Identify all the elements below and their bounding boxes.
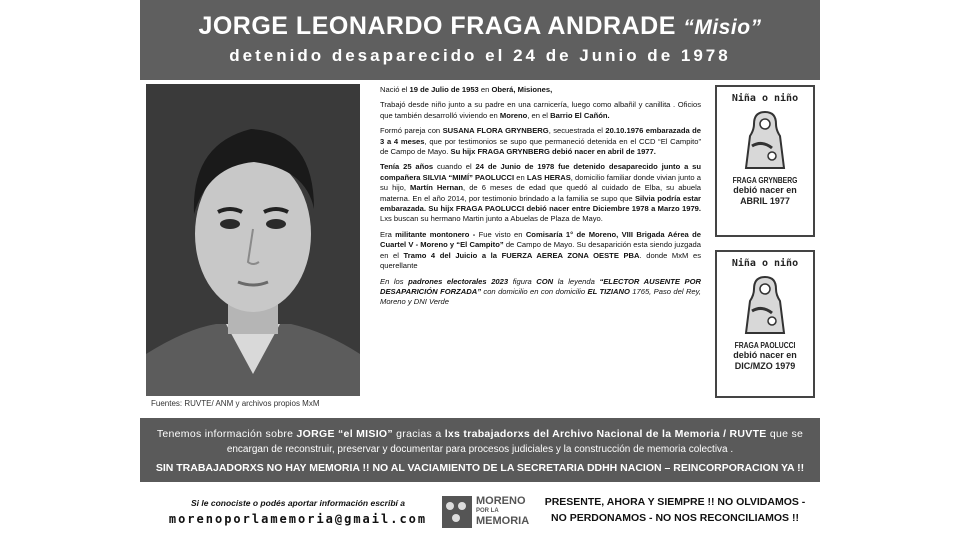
archive-thanks-band	[140, 418, 820, 482]
child-surname: FRAGA GRYNBERG	[732, 176, 798, 185]
workers-slogan: SIN TRABAJADORXS NO HAY MEMORIA !! NO AL VACIAMIENTO DE LA SECRETARIA DDHH NACION – REINCORPORACION YA !!	[155, 462, 805, 474]
disappearance-subtitle: detenido desaparecido el 24 de Junio de 1978	[229, 46, 731, 65]
photo-credit: Fuentes: RUVTE/ ANM y archivos propios MxM	[151, 399, 320, 408]
bio-paragraph: Nació el 19 de Julio de 1953 en Oberá, Misiones,	[380, 85, 553, 94]
birth-label: debió nacer en	[733, 350, 797, 360]
thanks-line-2: encargan de reconstruir, preservar y documentar para procesos judiciales y la construcción de memoria colectiva .	[226, 444, 734, 455]
contact-email[interactable]: morenoporlamemoria@gmail.com	[168, 512, 428, 526]
logo-top: MORENO	[476, 495, 526, 507]
birth-date: ABRIL 1977	[740, 196, 790, 206]
biography-text	[380, 85, 701, 313]
grandmothers-scarf-icon	[742, 110, 788, 172]
card-title: Niña o niño	[731, 258, 799, 269]
logo-wordmark	[476, 496, 529, 526]
child-card-paolucci	[715, 250, 815, 398]
child-surname: FRAGA PAOLUCCI	[734, 341, 796, 350]
slogan-line-2: NO PERDONAMOS - NO NOS RECONCILIAMOS !!	[551, 512, 799, 524]
poster	[140, 0, 820, 540]
child-card-grynberg	[715, 85, 815, 237]
contact-label: Si le conociste o podés aportar información escribí a	[191, 498, 405, 508]
logo-bottom: MEMORIA	[476, 515, 530, 527]
header-banner	[140, 0, 820, 80]
bio-paragraph: Trabajó desde niño junto a su padre en una carnicería, luego como albañil y canillita . Oficios que también desarrolló viviendo en Moreno, en el Barrio El Cañón.	[380, 100, 701, 120]
bio-paragraph: Formó pareja con SUSANA FLORA GRYNBERG, secuestrada el 20.10.1976 embarazada de 3 a 4 meses, que por testimonios se supo que permaneció detenida en el CCD “El Campito” de Campo de Mayo. Su hijx FRAGA GRYNBERG debió nacer en abril de 1977.	[380, 126, 701, 157]
slogan-line-1: PRESENTE, AHORA Y SIEMPRE !! NO OLVIDAMOS -	[544, 496, 806, 508]
birth-label: debió nacer en	[733, 185, 797, 195]
person-alias: “Misio”	[683, 16, 762, 39]
person-name-title	[140, 12, 820, 41]
person-name: JORGE LEONARDO FRAGA ANDRADE	[198, 12, 676, 40]
bio-paragraph: Tenía 25 años cuando el 24 de Junio de 1978 fue detenido desaparecido junto a su compañera SILVIA “MIMÍ” PAOLUCCI en LAS HERAS, domicilio familiar donde vivian junto a su hijo, Martín Hernan, de 6 meses de edad que quedó al cuidado de Elba, su abuela materna. En el año 2014, por testimonio brindado a la familia se supo que Silvia podría estar embarazada. Su hijx FRAGA PAOLUCCI debió nacer entre Diciembre 1978 a Marzo 1979. Lxs buscan su hermano Martin junto a Abuelas de Plaza de Mayo.	[380, 162, 702, 224]
thanks-line-1: Tenemos información sobre JORGE “el MISIO” gracias a lxs trabajadorxs del Archivo Nacional de la Memoria / RUVTE que se	[156, 428, 804, 440]
logo-small: POR LA	[476, 508, 499, 514]
closing-slogan	[530, 494, 820, 526]
bio-paragraph: En los padrones electorales 2023 figura CON la leyenda “ELECTOR AUSENTE POR DESAPARICIÓN FORZADA” con domicilio en con domicilio EL TIZIANO 1765, Paso del Rey, Moreno y DNI Verde	[380, 276, 702, 307]
contact-block	[148, 498, 448, 526]
grandmothers-scarf-icon	[742, 275, 788, 337]
card-title: Niña o niño	[731, 93, 799, 104]
portrait-photo	[146, 84, 360, 396]
birth-date: DIC/MZO 1979	[734, 361, 796, 371]
bio-paragraph: Era militante montonero - Fue visto en Comisaría 1° de Moreno, VIII Brigada Aérea de Cuartel V - Moreno y “El Campito” de Campo de Mayo. Su desaparición esta siendo juzgada en el Tramo 4 del Juicio a la FUERZA AEREA ZONA OESTE PBA. donde MxM es querellante	[380, 229, 702, 271]
portrait-illustration	[146, 84, 360, 396]
